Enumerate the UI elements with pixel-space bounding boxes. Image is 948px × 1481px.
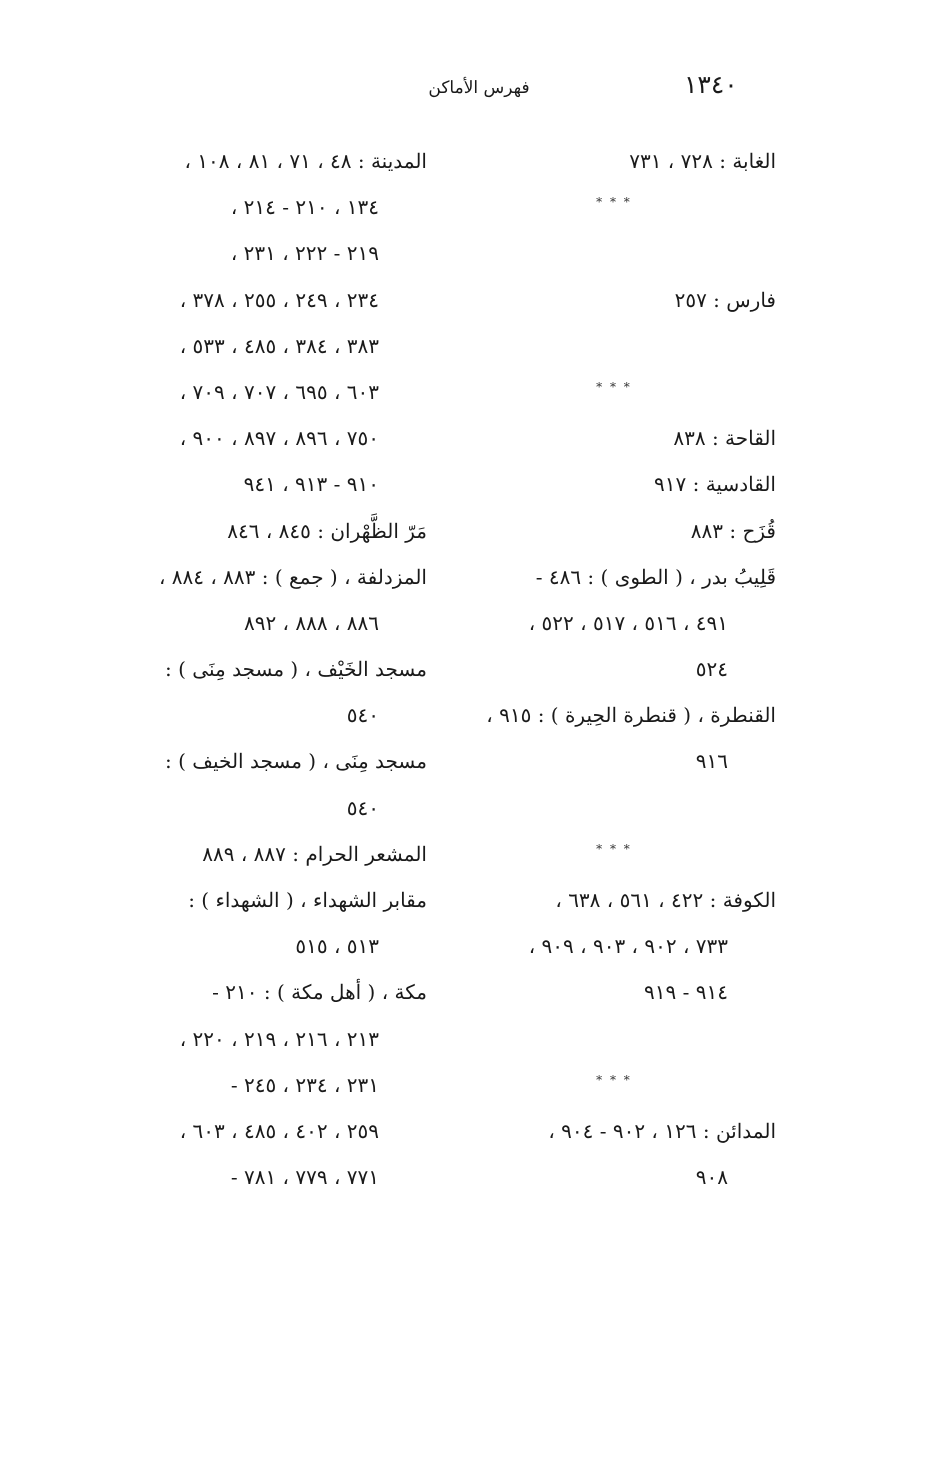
index-entry: المشعر الحرام : ٨٨٧ ، ٨٨٩ [202,841,427,866]
blank-line [452,1016,776,1062]
index-entry: مسجد الخَيْف ، ( مسجد مِنَى ) : [165,657,427,682]
index-entry: مسجد مِنَى ، ( مسجد الخيف ) : [165,749,427,774]
index-entry-continuation: ٢١٣ ، ٢١٦ ، ٢١٩ ، ٢٢٠ ، [179,1026,379,1051]
index-entry-continuation: ٨٨٦ ، ٨٨٨ ، ٨٩٢ [243,610,379,635]
index-entry-continuation: ٧٧١ ، ٧٧٩ ، ٧٨١ - [230,1165,379,1190]
index-entry-continuation: ٩١٤ - ٩١٩ [644,980,728,1005]
index-entry-continuation: ٤٩١ ، ٥١٦ ، ٥١٧ ، ٥٢٢ ، [528,610,728,635]
blank-line [452,785,776,831]
section-separator: * * * [596,1072,632,1087]
index-entry-continuation: ٥٤٠ [346,703,379,728]
index-entry-continuation: ٦٠٣ ، ٦٩٥ ، ٧٠٧ ، ٧٠٩ ، [179,379,379,404]
index-entry: فارس : ٢٥٧ [674,287,776,312]
running-title: فهرس الأماكن [428,78,530,98]
index-entry: قَلِيبُ بدر ، ( الطوى ) : ٤٨٦ - [535,564,776,589]
index-entry-continuation: ٩١٠ - ٩١٣ ، ٩٤١ [243,472,379,497]
index-entry-continuation: ٢٣١ ، ٢٣٤ ، ٢٤٥ - [230,1072,379,1097]
index-entry-continuation: ٢٥٩ ، ٤٠٢ ، ٤٨٥ ، ٦٠٣ ، [179,1118,379,1143]
index-entry: المدينة : ٤٨ ، ٧١ ، ٨١ ، ١٠٨ ، [184,149,427,173]
index-column-left [105,138,427,1200]
index-entry: مَرّ الظَّهْران : ٨٤٥ ، ٨٤٦ [227,518,427,543]
index-entry-continuation: ٩١٦ [695,749,728,774]
index-entry: المدائن : ١٢٦ ، ٩٠٢ - ٩٠٤ ، [548,1118,776,1143]
index-entry: القاحة : ٨٣٨ [673,426,776,451]
index-entry: الغابة : ٧٢٨ ، ٧٣١ [629,149,776,173]
index-entry-continuation: ٢٣٤ ، ٢٤٩ ، ٢٥٥ ، ٣٧٨ ، [179,287,379,312]
index-entry: القنطرة ، ( قنطرة الحِيرة ) : ٩١٥ ، [486,703,776,728]
index-column-right [452,138,776,1200]
index-entry: مقابر الشهداء ، ( الشهداء ) : [188,888,427,912]
index-entry: قُزَح : ٨٨٣ [690,518,776,543]
section-separator: * * * [596,379,632,394]
index-entry-continuation: ٥٤٠ [346,795,379,820]
index-entry-continuation: ٣٨٣ ، ٣٨٤ ، ٤٨٥ ، ٥٣٣ ، [179,333,379,358]
index-entry: مكة ، ( أهل مكة ) : ٢١٠ - [212,980,427,1005]
section-separator: * * * [596,195,632,210]
index-entry: الكوفة : ٤٢٢ ، ٥٦١ ، ٦٣٨ ، [555,888,776,912]
blank-line [452,323,776,369]
index-entry-continuation: ٢١٩ - ٢٢٢ ، ٢٣١ ، [230,241,379,266]
page-number: ١٣٤٠ [684,70,738,99]
index-entry-continuation: ٥٢٤ [695,657,728,682]
index-entry-continuation: ٩٠٨ [695,1165,728,1190]
index-entry: القادسية : ٩١٧ [654,472,776,497]
section-separator: * * * [596,841,632,856]
index-entry-continuation: ٧٥٠ ، ٨٩٦ ، ٨٩٧ ، ٩٠٠ ، [179,426,379,451]
index-entry: المزدلفة ، ( جمع ) : ٨٨٣ ، ٨٨٤ ، [158,564,427,589]
index-entry-continuation: ٧٣٣ ، ٩٠٢ ، ٩٠٣ ، ٩٠٩ ، [528,934,728,959]
index-entry-continuation: ٥١٣ ، ٥١٥ [295,934,379,959]
index-entry-continuation: ١٣٤ ، ٢١٠ - ٢١٤ ، [230,195,379,220]
blank-line [452,230,776,276]
